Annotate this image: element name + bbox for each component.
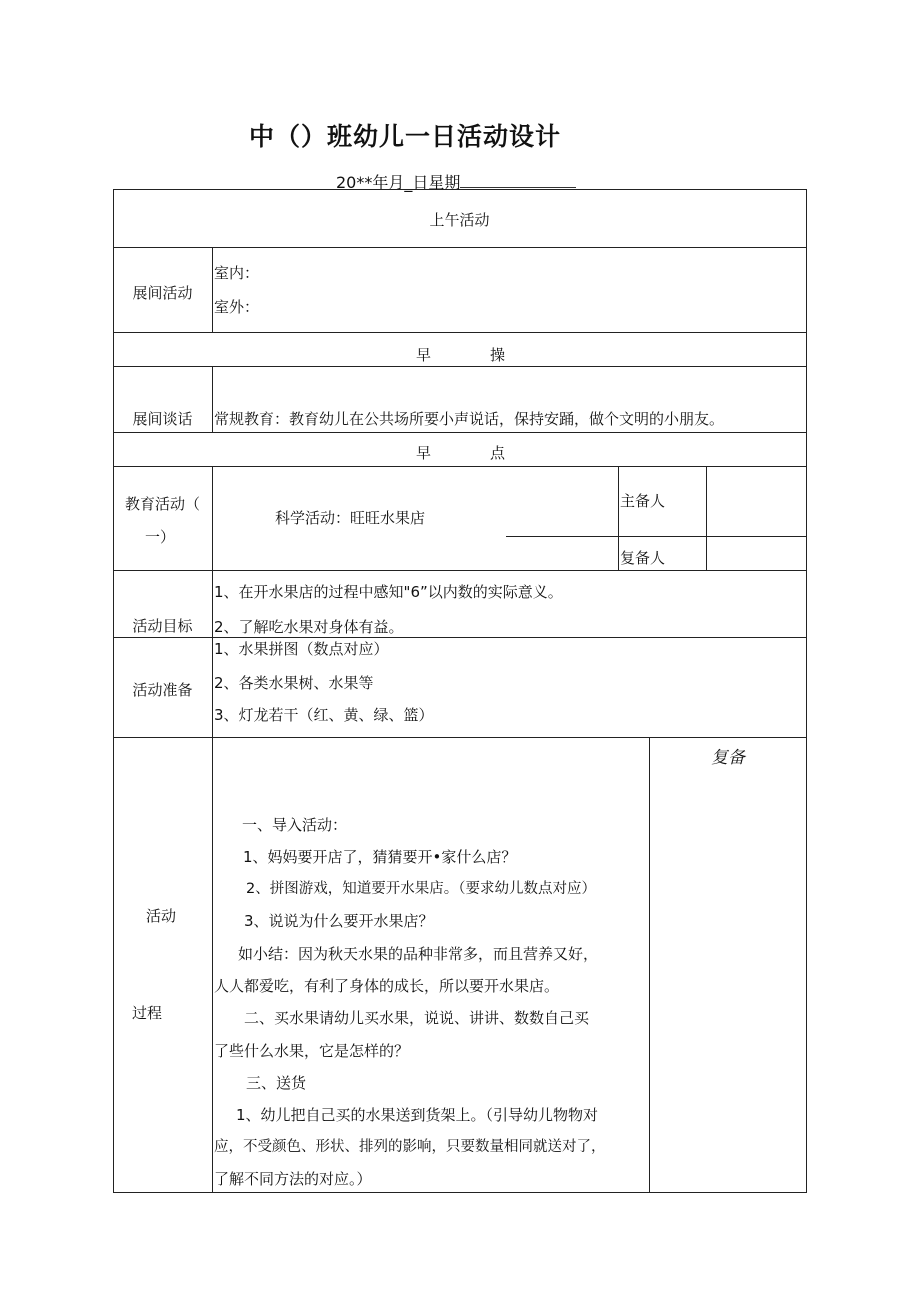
rule <box>649 737 650 1193</box>
rule <box>113 737 806 738</box>
prep-item-2: 2、各类水果树、水果等 <box>214 674 374 692</box>
rule <box>113 366 806 367</box>
education-label-line1: 教育活动（ <box>124 495 200 513</box>
rule <box>706 466 707 570</box>
prep-item-3: 3、灯龙若干（红、黄、绿、篮） <box>214 706 434 724</box>
process-line: 二、买水果请幼儿买水果，说说、讲讲、数数自己买 <box>244 1009 590 1027</box>
process-line: 人人都爱吃，有利了身体的成长，所以要开水果店。 <box>214 977 560 995</box>
process-line: 了些什么水果，它是怎样的？ <box>214 1042 410 1060</box>
snack-char-1: 早 <box>416 444 432 462</box>
exercise-char-1: 早 <box>416 346 432 364</box>
process-line: 应，不受颜色、形状、排列的影响，只要数量相同就送对了， <box>214 1139 606 1155</box>
rule-top <box>113 189 806 190</box>
rule <box>113 432 806 433</box>
rule <box>212 366 213 432</box>
co-prep-side-label: 复备 <box>711 748 745 768</box>
exercise-char-2: 操 <box>490 346 506 364</box>
rule <box>212 247 213 332</box>
rule <box>506 536 806 537</box>
process-label-line2: 过程 <box>132 1004 163 1022</box>
process-line: 一、导入活动： <box>242 816 348 834</box>
education-label-line2: 一） <box>145 528 176 546</box>
date-text: 20**年月_日星期 <box>336 173 461 192</box>
rule <box>113 570 806 571</box>
process-line: 2、拼图游戏，知道要开水果店。（要求幼儿数点对应） <box>246 881 596 897</box>
morning-activity-label: 展间活动 <box>132 284 193 302</box>
goal-item-2: 2、了解吃水果对身体有益。 <box>214 618 404 636</box>
morning-talk-content: 常规教育：教育幼儿在公共场所要小声说话，保持安踊，做个文明的小朋友。 <box>214 410 725 428</box>
date-blank <box>460 173 576 188</box>
process-line: 3、说说为什么要开水果店？ <box>244 912 434 930</box>
co-preparer-label: 复备人 <box>620 549 666 567</box>
snack-char-2: 点 <box>490 444 506 462</box>
page-title: 中（）班幼儿一日活动设计 <box>248 122 561 151</box>
education-content: 科学活动：旺旺水果店 <box>275 509 426 527</box>
rule-bottom <box>113 1192 806 1193</box>
outdoor-label: 室外： <box>214 298 260 316</box>
rule <box>113 247 806 248</box>
process-line: 1、幼儿把自己买的水果送到货架上。（引导幼儿物物对 <box>236 1106 599 1124</box>
section-morning-heading: 上午活动 <box>429 211 490 229</box>
rule <box>212 466 213 1193</box>
activity-table <box>113 189 806 1193</box>
morning-talk-label: 展间谈话 <box>132 410 193 428</box>
preparation-label: 活动准备 <box>132 681 193 699</box>
rule <box>618 466 619 570</box>
process-label-line1: 活动 <box>146 907 177 925</box>
prep-item-1: 1、水果拼图（数点对应） <box>214 640 389 658</box>
process-line: 三、送货 <box>246 1074 307 1092</box>
goal-item-1: 1、在开水果店的过程中感知"6”以内数的实际意义。 <box>214 583 563 601</box>
rule <box>113 466 806 467</box>
indoor-label: 室内： <box>214 264 260 282</box>
rule <box>113 332 806 333</box>
process-line: 了解不同方法的对应。） <box>214 1170 372 1188</box>
process-line: 如小结：因为秋天水果的品种非常多，而且营养又好， <box>238 945 599 963</box>
rule <box>113 637 806 638</box>
main-preparer-label: 主备人 <box>620 492 666 510</box>
goals-label: 活动目标 <box>132 617 193 635</box>
rule-right <box>806 189 807 1193</box>
process-line: 1、妈妈要开店了，猜猜要开•家什么店？ <box>243 848 517 866</box>
